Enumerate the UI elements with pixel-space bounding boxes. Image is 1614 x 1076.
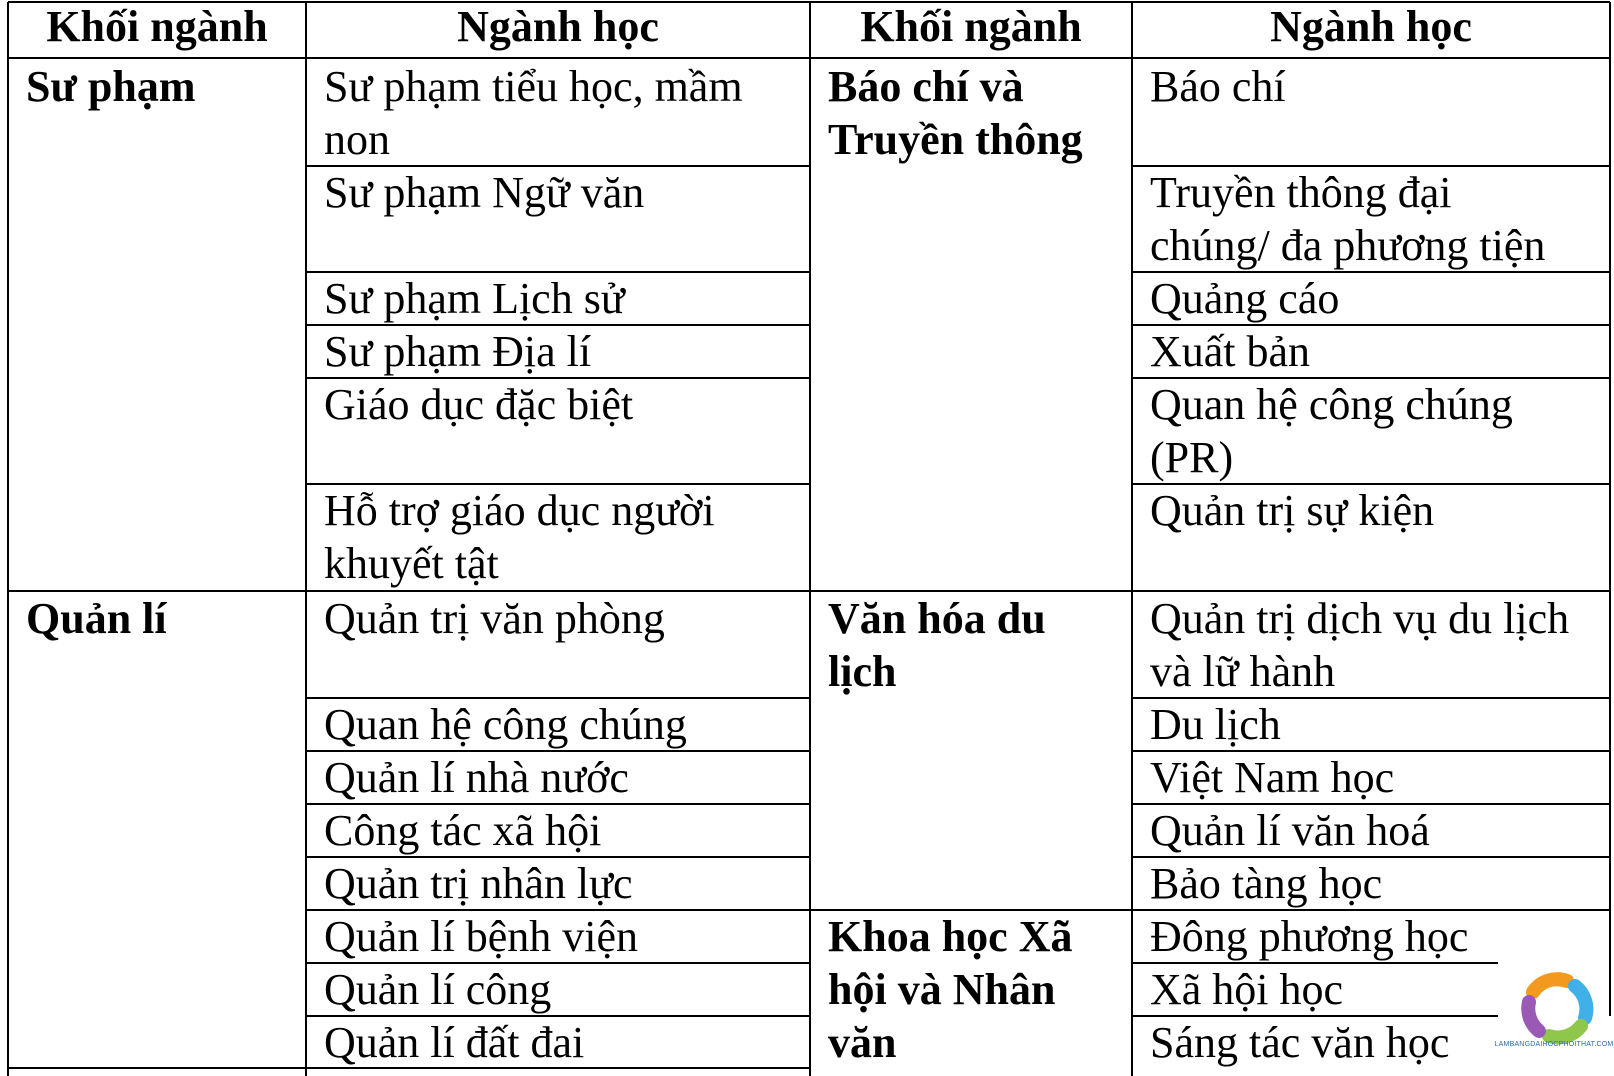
major-cell: Truyền thông đại chúng/ đa phương tiện [1150, 168, 1546, 270]
group-quan-li: Quản lí [26, 594, 167, 643]
header-group-col-2: Khối ngành [860, 2, 1082, 51]
major-cell: Hỗ trợ giáo dục người khuyết tật [324, 486, 715, 588]
major-cell: Quản lí nhà nước [324, 753, 629, 802]
circular-arrows-logo-icon [1505, 968, 1609, 1052]
major-cell: Quản trị dịch vụ du lịch và lữ hành [1150, 594, 1570, 696]
major-cell: Bảo tàng học [1150, 859, 1383, 908]
group-van-hoa-du-lich: Văn hóa du lịch [828, 594, 1046, 696]
major-cell: Sư phạm Địa lí [324, 327, 592, 376]
major-cell: Sáng tác văn học [1150, 1018, 1450, 1067]
major-cell: Quản lí đất đai [324, 1018, 585, 1067]
major-cell: Du lịch [1150, 700, 1281, 749]
major-cell: Công tác xã hội [324, 806, 602, 855]
major-cell: Xuất bản [1150, 327, 1311, 376]
header-major-col-1: Ngành học [457, 2, 659, 51]
major-cell: Việt Nam học [1150, 753, 1395, 802]
watermark-text: LAMBANGDAIHOCPHOITHAT.COM [1494, 1041, 1614, 1048]
major-cell: Quản trị sự kiện [1150, 486, 1435, 535]
major-cell: Quản trị văn phòng [324, 594, 665, 643]
major-cell: Quan hệ công chúng [324, 700, 687, 749]
major-cell: Sư phạm Ngữ văn [324, 168, 645, 217]
major-cell: Sư phạm tiểu học, mầm non [324, 62, 743, 164]
major-cell: Giáo dục đặc biệt [324, 380, 634, 429]
header-major-col-2: Ngành học [1270, 2, 1472, 51]
major-cell: Quản trị nhân lực [324, 859, 633, 908]
major-cell: Quản lí văn hoá [1150, 806, 1430, 855]
group-su-pham: Sư phạm [26, 62, 196, 111]
header-group-col-1: Khối ngành [46, 2, 268, 51]
major-cell: Quảng cáo [1150, 274, 1340, 323]
major-cell: Đông phương học [1150, 912, 1469, 961]
major-cell: Quan hệ công chúng (PR) [1150, 380, 1513, 482]
group-bao-chi-truyen-thong: Báo chí và Truyền thông [828, 62, 1083, 164]
major-cell: Sư phạm Lịch sử [324, 274, 625, 323]
major-cell: Quản lí công [324, 965, 552, 1014]
major-cell: Xã hội học [1150, 965, 1344, 1014]
group-khoa-hoc-xa-hoi-nhan-van: Khoa học Xã hội và Nhân văn [828, 912, 1073, 1067]
major-cell: Báo chí [1150, 62, 1286, 111]
major-cell: Quản lí bệnh viện [324, 912, 639, 961]
